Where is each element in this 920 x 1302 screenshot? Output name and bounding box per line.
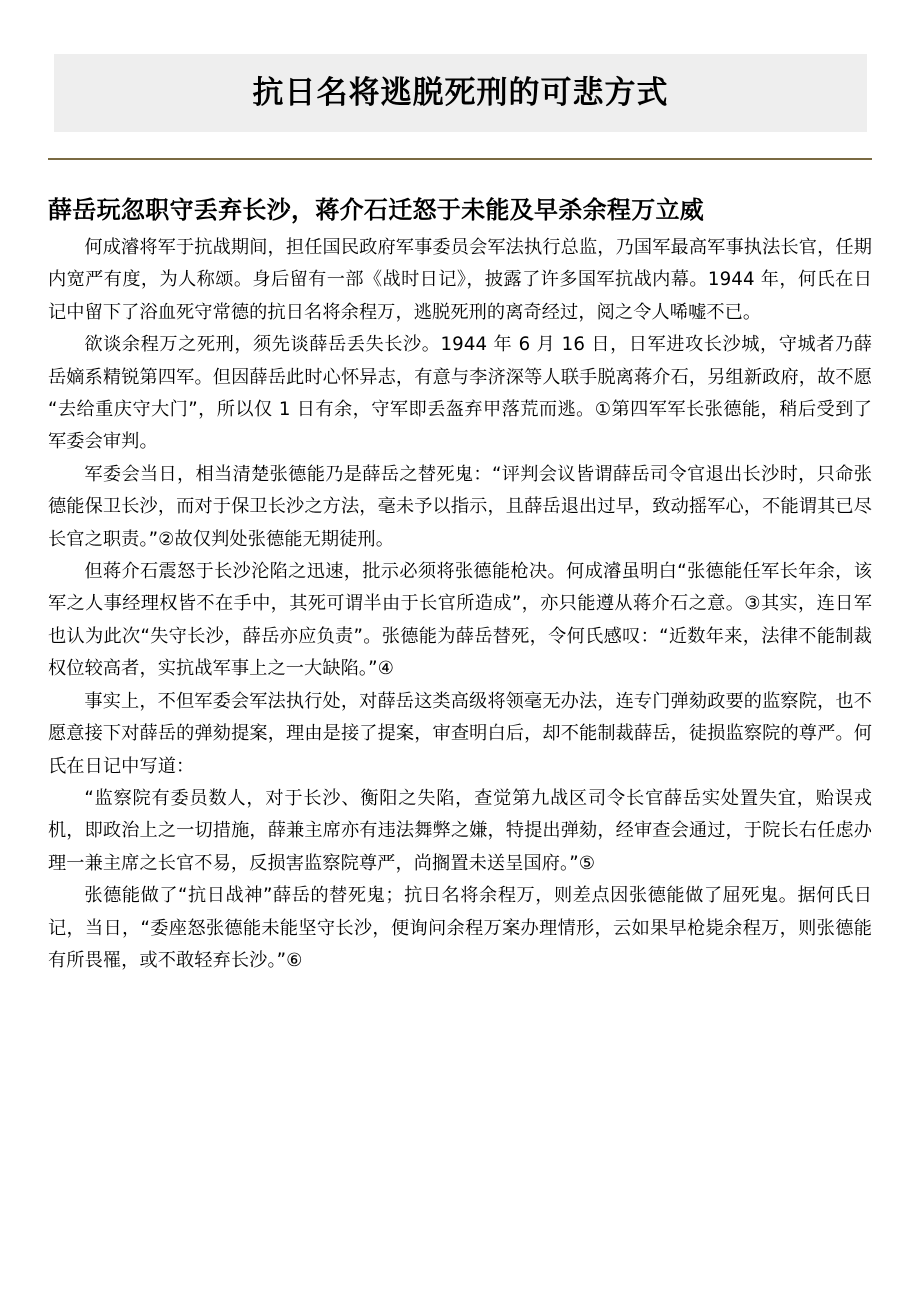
horizontal-rule [48, 158, 872, 160]
paragraph: “监察院有委员数人，对于长沙、衡阳之失陷，查觉第九战区司令长官薛岳实处置失宜，贻误戎机，即政治上之一切措施，薛兼主席亦有违法舞弊之嫌，特提出弹劾，经审查会通过，于院长右任虑办理一兼主席之长官不易，反损害监察院尊严，尚搁置未送呈国府。”⑤ [48, 787, 872, 874]
paragraph: 欲谈余程万之死刑，须先谈薛岳丢失长沙。1944 年 6 月 16 日，日军进攻长沙城，守城者乃薛岳嫡系精锐第四军。但因薛岳此时心怀异志，有意与李济深等人联手脱离蒋介石，另组新政府，故不愿“去给重庆守大门”，所以仅 1 日有余，守军即丢盔弃甲落荒而逃。①第四军军长张德能，稍后受到了军委会审判。 [48, 334, 872, 453]
paragraph: 军委会当日，相当清楚张德能乃是薛岳之替死鬼：“评判会议皆谓薛岳司令官退出长沙时，只命张德能保卫长沙，而对于保卫长沙之方法，毫未予以指示，且薛岳退出过早，致动摇军心，不能谓其已尽长官之职责。”②故仅判处张德能无期徒刑。 [48, 463, 872, 550]
paragraph: 何成濬将军于抗战期间，担任国民政府军事委员会军法执行总监，乃国军最高军事执法长官，任期内宽严有度，为人称颂。身后留有一部《战时日记》，披露了许多国军抗战内幕。1944 年，何氏在日记中留下了浴血死守常德的抗日名将余程万，逃脱死刑的离奇经过，阅之令人唏嘘不已。 [48, 237, 872, 323]
page-title: 抗日名将逃脱死刑的可悲方式 [252, 74, 669, 111]
subtitle: 薛岳玩忽职守丢弃长沙，蒋介石迁怒于未能及早杀余程万立威 [48, 195, 705, 224]
body-text [48, 232, 872, 977]
title-banner [54, 54, 867, 132]
paragraph: 张德能做了“抗日战神”薛岳的替死鬼；抗日名将余程万，则差点因张德能做了屈死鬼。据何氏日记，当日，“委座怒张德能未能坚守长沙，便询问余程万案办理情形，云如果早枪毙余程万，则张德能有所畏罹，或不敢轻弃长沙。”⑥ [48, 885, 872, 971]
paragraph: 但蒋介石震怒于长沙沦陷之迅速，批示必须将张德能枪决。何成濬虽明白“张德能任军长年余，该军之人事经理权皆不在手中，其死可谓半由于长官所造成”，亦只能遵从蒋介石之意。③其实，连日军也认为此次“失守长沙，薛岳亦应负责”。张德能为薛岳替死，令何氏感叹：“近数年来，法律不能制裁权位较高者，实抗战军事上之一大缺陷。”④ [48, 561, 872, 680]
paragraph: 事实上，不但军委会军法执行处，对薛岳这类高级将领毫无办法，连专门弹劾政要的监察院，也不愿意接下对薛岳的弹劾提案，理由是接了提案，审查明白后，却不能制裁薛岳，徒损监察院的尊严。何氏在日记中写道： [48, 690, 872, 777]
